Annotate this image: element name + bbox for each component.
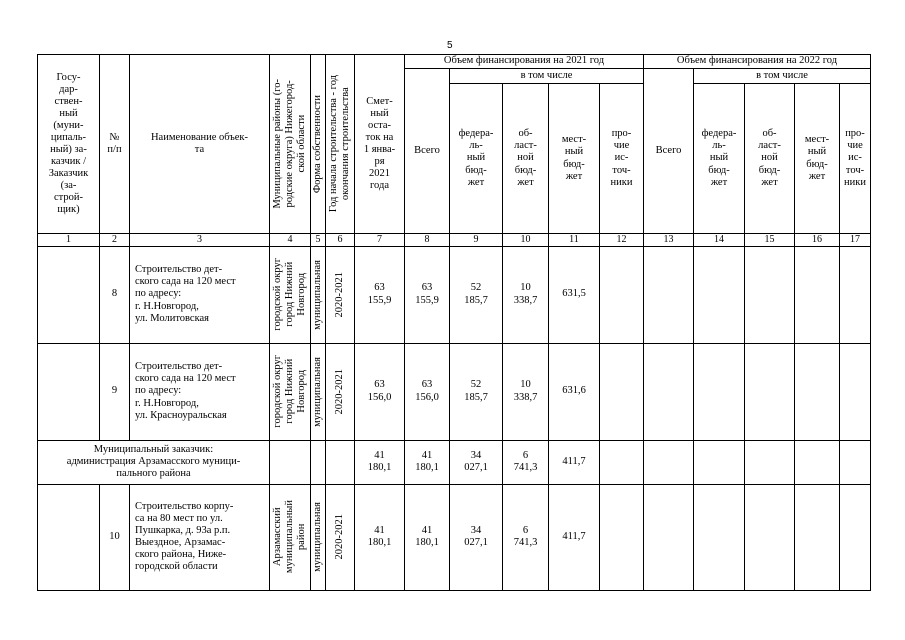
local-2022-value <box>795 246 840 343</box>
header-regional-2021: об- ласт- ной бюд- жет <box>503 84 549 234</box>
header-district-text: Муниципальные районы (го- родские округа) Нижегород- ской области <box>271 79 308 209</box>
estimate-value: 41 180,1 <box>355 440 405 484</box>
column-number: 9 <box>450 234 503 247</box>
header-ownership <box>311 55 326 234</box>
page-number: 5 <box>447 40 453 51</box>
total-2021-value: 63 156,0 <box>405 343 450 440</box>
header-estimate: Смет- ный оста- ток на 1 янва- ря 2021 года <box>355 55 405 234</box>
object-name: Строительство дет- ского сада на 120 мест по адресу: г. Н.Новгород, ул. Красноуральская <box>130 343 270 440</box>
customer-cell <box>38 246 100 343</box>
column-number: 6 <box>326 234 355 247</box>
header-regional-2022: об- ласт- ной бюд- жет <box>745 84 795 234</box>
estimate-value: 63 156,0 <box>355 343 405 440</box>
district-text: городской округ город Нижний Новгород <box>271 258 308 331</box>
local-2021-value: 411,7 <box>549 440 600 484</box>
district-cell <box>270 343 311 440</box>
column-number: 16 <box>795 234 840 247</box>
years-text: 2020-2021 <box>333 514 345 560</box>
federal-2021-value: 52 185,7 <box>450 246 503 343</box>
column-number: 10 <box>503 234 549 247</box>
local-2022-value <box>795 343 840 440</box>
customer-cell <box>38 484 100 590</box>
row-number: 10 <box>100 484 130 590</box>
total-2021-value: 63 155,9 <box>405 246 450 343</box>
table-row <box>38 484 871 590</box>
local-2022-value <box>795 440 840 484</box>
local-2021-value: 631,6 <box>549 343 600 440</box>
header-local-2022: мест- ный бюд- жет <box>795 84 840 234</box>
header-other-2022: про- чие ис- точ- ники <box>840 84 871 234</box>
other-2021-value <box>600 484 644 590</box>
header-federal-2022: федера- ль- ный бюд- жет <box>694 84 745 234</box>
table-row <box>38 343 871 440</box>
total-2022-value <box>644 484 694 590</box>
column-number: 5 <box>311 234 326 247</box>
regional-2021-value: 10 338,7 <box>503 343 549 440</box>
header-fin-2021: Объем финансирования на 2021 год <box>405 55 644 69</box>
regional-2021-value: 10 338,7 <box>503 246 549 343</box>
years-cell <box>326 484 355 590</box>
row-number: 8 <box>100 246 130 343</box>
ownership-cell <box>311 343 326 440</box>
district-text: городской округ город Нижний Новгород <box>271 355 308 428</box>
federal-2022-value <box>694 440 745 484</box>
federal-2021-value: 34 027,1 <box>450 484 503 590</box>
column-number: 2 <box>100 234 130 247</box>
estimate-value: 63 155,9 <box>355 246 405 343</box>
header-customer: Госу- дар- ствен- ный (муни- ципаль- ный) за- казчик / Заказчик (за- строй- щик) <box>38 55 100 234</box>
column-numbers-row <box>38 234 871 247</box>
group-label: Муниципальный заказчик: администрация Арзамасского муници- пального района <box>38 440 270 484</box>
customer-cell <box>38 343 100 440</box>
regional-2022-value <box>745 484 795 590</box>
regional-2021-value: 6 741,3 <box>503 484 549 590</box>
column-number: 14 <box>694 234 745 247</box>
header-num: № п/п <box>100 55 130 234</box>
local-2022-value <box>795 484 840 590</box>
object-name: Строительство дет- ского сада на 120 мест по адресу: г. Н.Новгород, ул. Молитовская <box>130 246 270 343</box>
ownership-cell <box>311 484 326 590</box>
other-2022-value <box>840 440 871 484</box>
column-number: 15 <box>745 234 795 247</box>
ownership-text: муниципальная <box>311 356 323 427</box>
years-text: 2020-2021 <box>333 368 345 415</box>
years-cell <box>326 440 355 484</box>
header-years-text: Год начала строительства - год окончания строительства <box>327 75 351 213</box>
header-fin-2022: Объем финансирования на 2022 год <box>644 55 871 69</box>
regional-2021-value: 6 741,3 <box>503 440 549 484</box>
header-including-2021: в том числе <box>450 69 644 84</box>
column-number: 13 <box>644 234 694 247</box>
column-number: 3 <box>130 234 270 247</box>
header-total-2021: Всего <box>405 69 450 234</box>
ownership-text: муниципальная <box>311 259 323 330</box>
total-2021-value: 41 180,1 <box>405 484 450 590</box>
other-2022-value <box>840 246 871 343</box>
column-number: 17 <box>840 234 871 247</box>
ownership-cell <box>311 440 326 484</box>
total-2022-value <box>644 343 694 440</box>
federal-2021-value: 34 027,1 <box>450 440 503 484</box>
header-years <box>326 55 355 234</box>
district-text: Арзамасский муниципальный район <box>271 500 308 574</box>
column-number: 1 <box>38 234 100 247</box>
district-cell <box>270 440 311 484</box>
federal-2022-value <box>694 484 745 590</box>
total-2022-value <box>644 246 694 343</box>
other-2021-value <box>600 246 644 343</box>
header-including-2022: в том числе <box>694 69 871 84</box>
header-local-2021: мест- ный бюд- жет <box>549 84 600 234</box>
header-total-2022: Всего <box>644 69 694 234</box>
district-cell <box>270 484 311 590</box>
column-number: 12 <box>600 234 644 247</box>
column-number: 8 <box>405 234 450 247</box>
header-federal-2021: федера- ль- ный бюд- жет <box>450 84 503 234</box>
column-number: 4 <box>270 234 311 247</box>
local-2021-value: 411,7 <box>549 484 600 590</box>
local-2021-value: 631,5 <box>549 246 600 343</box>
header-object-name: Наименование объек- та <box>130 55 270 234</box>
federal-2021-value: 52 185,7 <box>450 343 503 440</box>
ownership-cell <box>311 246 326 343</box>
ownership-text: муниципальная <box>311 502 323 572</box>
estimate-value: 41 180,1 <box>355 484 405 590</box>
group-row <box>38 440 871 484</box>
federal-2022-value <box>694 343 745 440</box>
regional-2022-value <box>745 440 795 484</box>
district-cell <box>270 246 311 343</box>
regional-2022-value <box>745 246 795 343</box>
table-row <box>38 246 871 343</box>
object-name: Строительство корпу- са на 80 мест по ул. Пушкарка, д. 93а р.п. Выездное, Арзамас- ского района, Ниже- городской области <box>130 484 270 590</box>
years-cell <box>326 246 355 343</box>
header-other-2021: про- чие ис- точ- ники <box>600 84 644 234</box>
other-2021-value <box>600 440 644 484</box>
row-number: 9 <box>100 343 130 440</box>
column-number: 11 <box>549 234 600 247</box>
total-2022-value <box>644 440 694 484</box>
other-2022-value <box>840 343 871 440</box>
federal-2022-value <box>694 246 745 343</box>
other-2021-value <box>600 343 644 440</box>
regional-2022-value <box>745 343 795 440</box>
financing-table <box>37 54 871 591</box>
column-number: 7 <box>355 234 405 247</box>
years-text: 2020-2021 <box>333 271 345 318</box>
header-ownership-text: Форма собственности <box>311 94 323 194</box>
header-district <box>270 55 311 234</box>
years-cell <box>326 343 355 440</box>
other-2022-value <box>840 484 871 590</box>
total-2021-value: 41 180,1 <box>405 440 450 484</box>
